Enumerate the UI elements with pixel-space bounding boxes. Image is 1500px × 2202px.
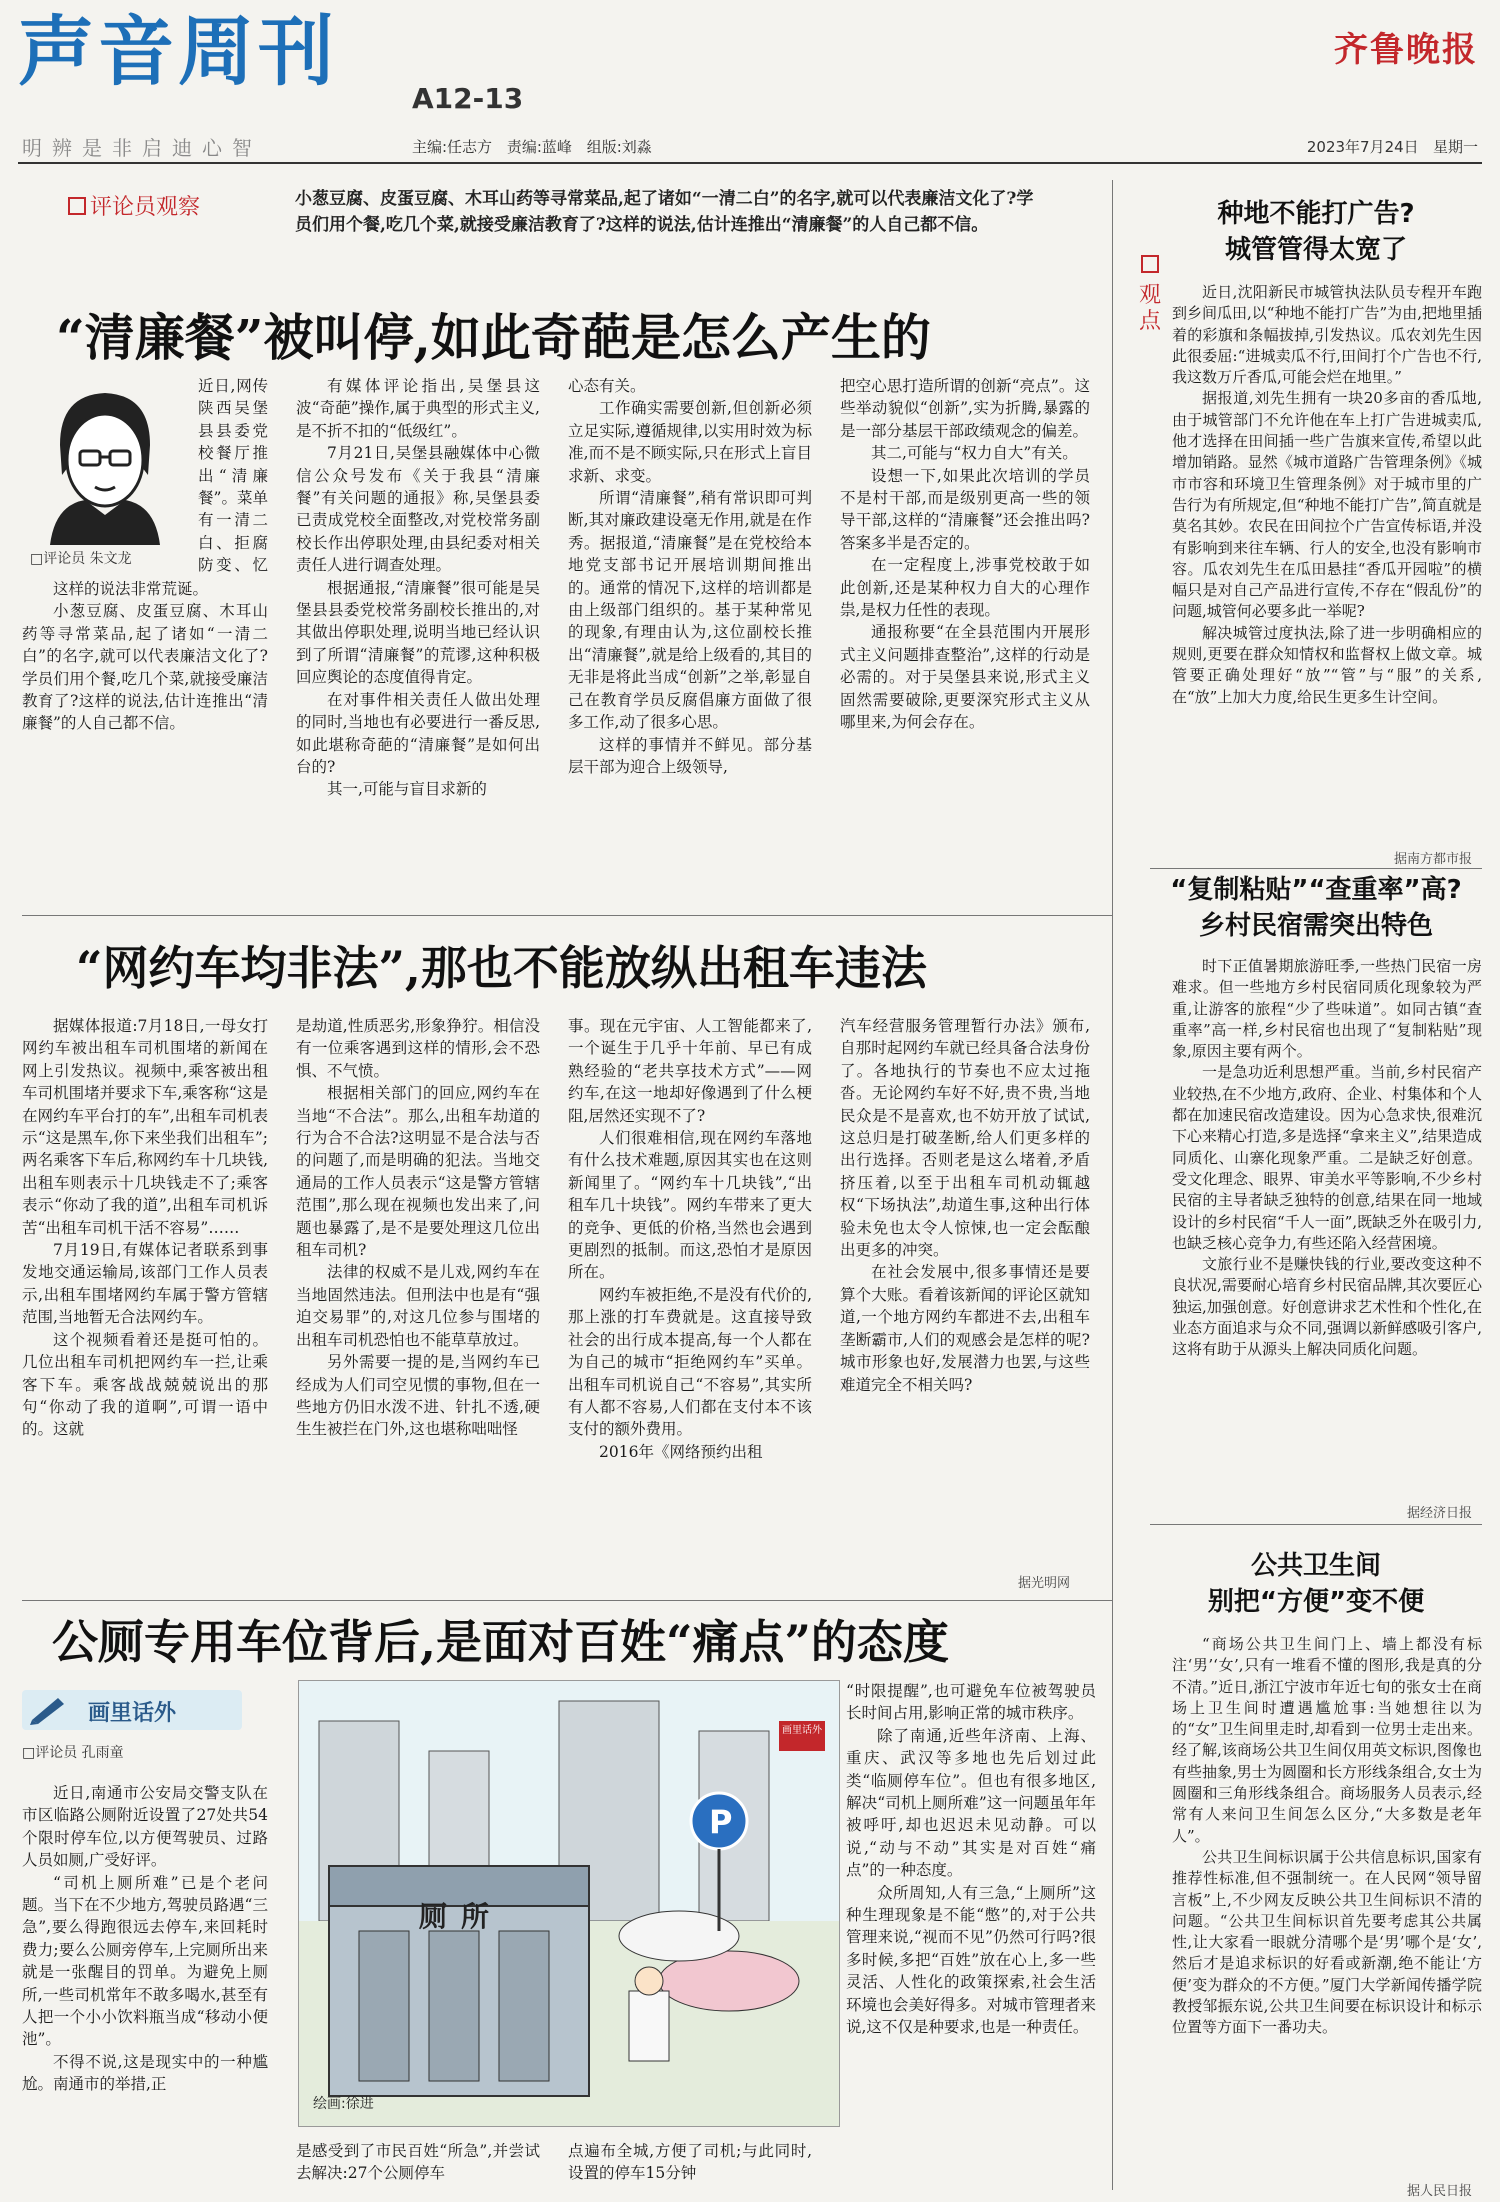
svg-text:P: P (709, 1803, 733, 1841)
sidebar2-para: 时下正值暑期旅游旺季,一些热门民宿一房难求。但一些地方乡村民宿同质化现象较为严重,让游客的旅程“少了些味道”。如同古镇“查重率”高一样,乡村民宿也出现了“复制粘贴”现象,原因主要有两个。 (1172, 957, 1482, 1061)
section-tag-commentator: 评论员观察 (68, 190, 200, 221)
divider (1150, 868, 1482, 869)
article3-col0 (22, 1782, 268, 2197)
article2-col2-para: 网约车被拒绝,不是没有代价的,那上涨的打车费就是。这直接导致社会的出行成本提高,每一个人都在为自己的城市“拒绝网约车”买单。出租车司机说自己“不容易”,其实所有人都不容易,人们都在支付本不该支付的额外费用。 (568, 1285, 812, 1439)
article1-col2-para: 心态有关。 (568, 377, 646, 395)
article3-col0-para: 不得不说,这是现实中的一种尴尬。南通市的举措,正 (22, 2052, 268, 2094)
article1-col2 (568, 375, 812, 905)
article1-col1-para: 其一,可能与盲目求新的 (327, 780, 487, 799)
article1-col1 (296, 375, 540, 905)
article1-col1-para: 有媒体评论指出,吴堡县这波“奇葩”操作,属于典型的形式主义,是不折不扣的“低级红”。 (296, 377, 540, 440)
sidebar3-para: 公共卫生间标识属于公共信息标识,国家有推荐性标准,但不强制统一。在人民网“领导留言板”上,不少网友反映公共卫生间标识不清的问题。“公共卫生间标识首先要考虑其公共属性,让大家看一眼就分清哪个是‘男’哪个是‘女’,然后才是追求标识的好看或新潮,绝不能让‘方便’变为群众的不方便。”厦门大学新闻传播学院教授邹振东说,公共卫生间要在标识设计和标示位置等方面下一番功夫。 (1172, 1847, 1482, 2037)
sidebar1-body (1172, 282, 1482, 848)
article2-col0-para: 据媒体报道:7月18日,一母女打网约车被出租车司机围堵的新闻在网上引发热议。视频中,乘客被出租车司机围堵并要求下车,乘客称“这是在网约车平台打的车”,出租车司机表示“这是黑车,你下来坐我们出租车”;两名乘客下车后,称网约车十几块钱,出租车则表示十几块钱走不了;乘客表示“你动了我的道”,出租车司机诉苦“出租车司机干活不容易”…… (22, 1017, 268, 1237)
article3-col3 (846, 1680, 1096, 2200)
article3-col2 (568, 2140, 812, 2200)
article1-col2-para: 这样的事情并不鲜见。部分基层干部为迎合上级领导, (568, 735, 812, 776)
divider (22, 1600, 1112, 1601)
article3-col1-para: 是感受到了市民百姓“所急”,并尝试去解决:27个公厕停车 (296, 2142, 540, 2183)
sidebar1-para: 据报道,刘先生拥有一块20多亩的香瓜地,由于城管部门不允许他在车上打广告进城卖瓜,他才选择在田间插一些广告旗来宣传,希望以此增加销路。显然《城市道路广告管理条例》《城市市容和环境卫生管理条例》对于城市里的广告行为有所规定,但“种地不能打广告”,简直就是莫名其妙。农民在田间拉个广告宣传标语,并没有影响到来往车辆、行人的安全,也没有影响市容。瓜农刘先生在瓜田悬挂“香瓜开园啦”的横幅只是对自己产品进行宣传,不存在“假乱份”的问题,城管何必要多此一举呢? (1172, 389, 1482, 621)
divider (1150, 1524, 1482, 1525)
sidebar2-headline: “复制粘贴”“查重率”高? 乡村民宿需突出特色 (1170, 875, 1462, 941)
article1-col0-narrow (198, 375, 268, 575)
masthead-title: 声音周刊 (18, 7, 338, 96)
cartoon-toilet-sign: 厕所 (419, 1900, 504, 1933)
article3-col3-para: 众所周知,人有三急,“上厕所”这种生理现象是不能“憋”的,对于公共管理来说,“视而不见”仍然可行吗?很多时候,多把“百姓”放在心上,多一些灵活、人性化的政策探索,社会生活环境也会美好得多。对城市管理者来说,这不仅是种要求,也是一种责任。 (846, 1883, 1096, 2037)
article1-col3-para: 在一定程度上,涉事党校敢于如此创新,还是某种权力自大的心理作祟,是权力任性的表现。 (840, 556, 1090, 620)
article1-col3 (840, 375, 1090, 905)
date-text: 2023年7月24日 (1306, 138, 1419, 156)
article3-col2-para: 点遍布全城,方便了司机;与此同时,设置的停车15分钟 (568, 2142, 812, 2183)
issue-number: A12-13 (412, 82, 524, 115)
article3-col3-para: 除了南通,近些年济南、上海、重庆、武汉等多地也先后划过此类“临厕停车位”。但也有很多地区,解决“司机上厕所难”这一问题虽年年被呼吁,却也迟迟未见动静。可以说,“动与不动”其实是对百姓“痛点”的一种态度。 (846, 1726, 1096, 1880)
article1-col0-para: 近日,网传陕西吴堡县县委党校餐厅推出“清廉餐”。菜单有一清二白、拒腐防变、忆 (198, 377, 268, 575)
article2-col1-para: 另外需要一提的是,当网约车已经成为人们司空见惯的事物,但在一些地方仍旧水泼不进、针扎不透,硬生生被拦在门外,这也堪称咄咄怪 (296, 1353, 540, 1439)
sidebar1-para: 近日,沈阳新民市城管执法队员专程开车跑到乡间瓜田,以“种地不能打广告”为由,把地里插着的彩旗和条幅拔掉,引发热议。瓜农刘先生因此很委屈:“进城卖瓜不行,田间打个广告也不行,我这数万斤香瓜,可能会烂在地里。” (1172, 283, 1482, 387)
article3-headline: 公厕专用车位背后,是面对百姓“痛点”的态度 (52, 1615, 949, 1669)
toilet-parking-cartoon (299, 1681, 839, 2126)
issue-date (1307, 136, 1478, 157)
article1-col3-para: 设想一下,如果此次培训的学员不是村干部,而是级别更高一些的领导干部,这样的“清廉餐”还会推出吗?答案多半是否定的。 (840, 466, 1090, 552)
divider (22, 915, 1112, 916)
article1-col2-para: 所谓“清廉餐”,稍有常识即可判断,其对廉政建设毫无作用,就是在作秀。据报道,“清廉餐”是在党校给本地党支部书记开展培训期间推出的。通常的情况下,这样的培训都是由上级部门组织的。基于某种常见的现象,有理由认为,这位副校长推出“清廉餐”,就是给上级看的,其目的无非是将此当成“创新”之举,彰显自己在教育学员反腐倡廉方面做了很多工作,动了很多心思。 (568, 489, 812, 732)
article2-col3-para: 汽车经营服务管理暂行办法》颁布,自那时起网约车就已经具备合法身份了。各地执行的节奏也不应太过拖沓。无论网约车好不好,贵不贵,当地民众是不是喜欢,也不妨开放了试试,这总归是打破垄断,给人们更多样的出行选择。否则老是这么堵着,矛盾挤压着,以至于出租车司机动辄越权“下场执法”,劫道生事,这种出行体验未免也太令人惊悚,也一定会酝酿出更多的冲突。 (840, 1017, 1090, 1260)
sidebar-divider (1112, 180, 1113, 2190)
sidebar2-para: 文旅行业不是赚快钱的行业,要改变这种不良状况,需要耐心培育乡村民宿品牌,其次要匠心独运,加强创意。好创意讲求艺术性和个性化,在业态方面追求与众不同,强调以新鲜感吸引客户,这将有助于从源头上解决同质化问题。 (1172, 1255, 1482, 1359)
article1-col2-para: 工作确实需要创新,但创新必须立足实际,遵循规律,以实用时效为标准,而不是不顾实际,只在形式上盲目求新、求变。 (568, 399, 812, 485)
cartoon-corner-badge: 画里话外 (782, 1725, 822, 1736)
cartoon-section-label: 画里话外 (88, 1701, 177, 1726)
sidebar1-headline: 种地不能打广告? 城管管得太宽了 (1217, 199, 1415, 265)
lede-summary: 小葱豆腐、皮蛋豆腐、木耳山药等寻常菜品,起了诸如“一清二白”的名字,就可以代表廉洁文化了?学员们用个餐,吃几个菜,就接受廉洁教育了?这样的说法,估计连推出“清廉餐”的人自己都不信。 (295, 189, 1034, 235)
article2-col1-para: 是劫道,性质恶劣,形象狰狞。相信没有一位乘客遇到这样的情形,会不恐惧、不气愤。 (296, 1017, 540, 1080)
article3-col3-para: “时限提醒”,也可避免车位被驾驶员长时间占用,影响正常的城市秩序。 (846, 1682, 1096, 1723)
article1-col1-para: 在对事件相关责任人做出处理的同时,当地也有必要进行一番反思,如此堪称奇葩的“清廉餐”是如何出台的? (296, 690, 540, 776)
article2-headline: “网约车均非法”,那也不能放纵出租车违法 (76, 941, 927, 995)
staff-credits (412, 136, 652, 157)
pen-icon (28, 1694, 68, 1726)
tag-square-icon (68, 197, 86, 215)
article2-col2-para: 人们很难相信,现在网约车落地有什么技术难题,原因其实也在这则新闻里了。“网约车十几块钱”,“出租车几十块钱”。网约车带来了更大的竞争、更低的价格,当然也会遇到更剧烈的抵制。而这,恐怕才是原因所在。 (568, 1129, 812, 1282)
cartoon-illustration (298, 1680, 840, 2127)
weekday-text: 星期一 (1432, 138, 1478, 156)
cartoon-credit: 绘画:徐进 (313, 2096, 374, 2112)
sidebar1-para: 解决城管过度执法,除了进一步明确相应的规则,更要在群众知情权和监督权上做文章。城管要正确处理好“放”“管”与“服”的关系,在“放”上加大力度,给民生更多生计空间。 (1172, 623, 1482, 706)
article2-col2-para: 2016年《网络预约出租 (599, 1442, 763, 1461)
sidebar1-source: 据南方都市报 (1393, 852, 1472, 867)
sidebar2-source: 据经济日报 (1406, 1506, 1472, 1521)
sidebar3-headline: 公共卫生间 别把“方便”变不便 (1207, 1551, 1425, 1617)
masthead-rule (18, 162, 1482, 164)
article2-col0 (22, 1015, 268, 1595)
article3-col0-para: “司机上厕所难”已是个老问题。当下在不少地方,驾驶员路遇“三急”,要么得跑很远去停车,来回耗时费力;要么公厕旁停车,上完厕所出来就是一张醒目的罚单。为避免上厕所,一些司机常年不敢多喝水,甚至有人把一个小小饮料瓶当成“移动小便池”。 (22, 1873, 268, 2049)
article2-col0-para: 这个视频看着还是挺可怕的。几位出租车司机把网约车一拦,让乘客下车。乘客战战兢兢说出的那句“你动了我的道啊”,可谓一语中的。这就 (22, 1330, 268, 1439)
article2-col3-para: 在社会发展中,很多事情还是要算个大账。看着该新闻的评论区就知道,一个地方网约车都进不去,出租车垄断霸市,人们的观感会是怎样的呢?城市形象也好,发展潜力也罢,与这些难道完全不相关吗? (840, 1263, 1090, 1394)
sidebar2-para: 一是急功近利思想严重。当前,乡村民宿产业较热,在不少地方,政府、企业、村集体和个人都在加速民宿改造建设。因为心急求快,很难沉下心来精心打造,多是选择“拿来主义”,结果造成同质化、山寨化现象严重。二是缺乏好创意。受文化理念、眼界、审美水平等影响,不少乡村民宿的主导者缺乏独特的创意,结果在同一地域设计的乡村民宿“千人一面”,既缺乏外在吸引力,也缺乏核心竞争力,有些还陷入经营困境。 (1172, 1063, 1482, 1252)
article2-col3 (840, 1015, 1090, 1571)
newspaper-logo: 齐鲁晚报 (1334, 30, 1478, 70)
sidebar3-para: “商场公共卫生间门上、墙上都没有标注‘男’‘女’,只有一堆看不懂的图形,我是真的分不清。”近日,浙江宁波市年近七旬的张女士在商场上卫生间时遭遇尴尬事:当她想往以为的“女”卫生间里走时,却看到一位男士走出来。经了解,该商场公共卫生间仅用英文标识,图像也有些抽象,男士为圆圈和长方形线条组合,女士为圆圈和三角形线条组合。商场服务人员表示,经常有人来问卫生间怎么区分,“大多数是老年人”。 (1172, 1635, 1482, 1845)
sidebar2-body (1172, 956, 1482, 1502)
masthead-slogan: 明辨是非启迪心智 (22, 136, 262, 160)
author-portrait (30, 375, 180, 545)
article1-col0-para: 这样的说法非常荒诞。 (53, 580, 209, 598)
article1-col3-para: 通报称要“在全县范围内开展形式主义问题排查整治”,这样的行动是必需的。对于吴堡县来说,形式主义固然需要破除,更要深究形式主义从哪里来,为何会存在。 (840, 623, 1090, 732)
article2-col1-para: 法律的权威不是儿戏,网约车在当地固然违法。但刑法中也是有“强迫交易罪”的,对这几位参与围堵的出租车司机恐怕也不能草草放过。 (296, 1263, 540, 1349)
article2-col2 (568, 1015, 812, 1595)
article1-col1-para: 7月21日,吴堡县融媒体中心微信公众号发布《关于我县“清廉餐”有关问题的通报》称,吴堡县委已责成党校全面整改,对党校常务副校长作出停职处理,由县纪委对相关责任人进行调查处理。 (296, 444, 540, 575)
article1-byline: □评论员 朱文龙 (30, 551, 132, 567)
article3-col0-para: 近日,南通市公安局交警支队在市区临路公厕附近设置了27处共54个限时停车位,以方便驾驶员、过路人员如厕,广受好评。 (22, 1784, 268, 1870)
article1-col1-para: 根据通报,“清廉餐”很可能是吴堡县县委党校常务副校长推出的,对其做出停职处理,说明当地已经认识到了所谓“清廉餐”的荒谬,这种积极回应舆论的态度值得肯定。 (296, 578, 540, 687)
responsible-editor-credit: 责编:蓝峰 (506, 138, 572, 156)
editor-credit: 主编:任志方 (412, 138, 493, 156)
article1-headline: “清廉餐”被叫停,如此奇葩是怎么产生的 (56, 308, 931, 367)
article2-source: 据光明网 (1017, 1576, 1070, 1591)
article1-col3-para: 把空心思打造所谓的创新“亮点”。这些举动貌似“创新”,实为折腾,暴露的是一部分基层干部政绩观念的偏差。 (840, 377, 1090, 440)
article1-col0 (22, 578, 268, 908)
section-tag-viewpoint: 观点 (1138, 255, 1162, 335)
article2-col1 (296, 1015, 540, 1595)
cartoon-section-badge (22, 1690, 242, 1730)
article2-col2-para: 事。现在元宇宙、人工智能都来了,一个诞生于几乎十年前、早已有成熟经验的“老共享技术方式”——网约车,在这一地却好像遇到了什么梗阻,居然还实现不了? (568, 1017, 812, 1125)
sidebar3-source: 据人民日报 (1406, 2184, 1472, 2199)
article3-col1 (296, 2140, 540, 2200)
article2-col1-para: 根据相关部门的回应,网约车在当地“不合法”。那么,出租车劫道的行为合不合法?这明显不是合法与否的问题了,而是明确的犯法。当地交通局的工作人员表示“这是警方管辖范围”,那么现在视频也发出来了,问题也暴露了,是不是要处理这几位出租车司机? (296, 1084, 540, 1260)
layout-editor-credit: 组版:刘淼 (586, 138, 652, 156)
article2-col0-para: 7月19日,有媒体记者联系到事发地交通运输局,该部门工作人员表示,出租车围堵网约车属于警方管辖范围,当地暂无合法网约车。 (22, 1241, 268, 1327)
article3-byline: □评论员 孔雨童 (22, 1745, 124, 1761)
sidebar3-body (1172, 1634, 1482, 2180)
article1-col3-para: 其二,可能与“权力自大”有关。 (871, 444, 1078, 463)
article1-col0-para: 小葱豆腐、皮蛋豆腐、木耳山药等寻常菜品,起了诸如“一清二白”的名字,就可以代表廉洁文化了?学员们用个餐,吃几个菜,就接受廉洁教育了?这样的说法,估计连推出“清廉餐”的人自己都不信。 (22, 602, 268, 733)
